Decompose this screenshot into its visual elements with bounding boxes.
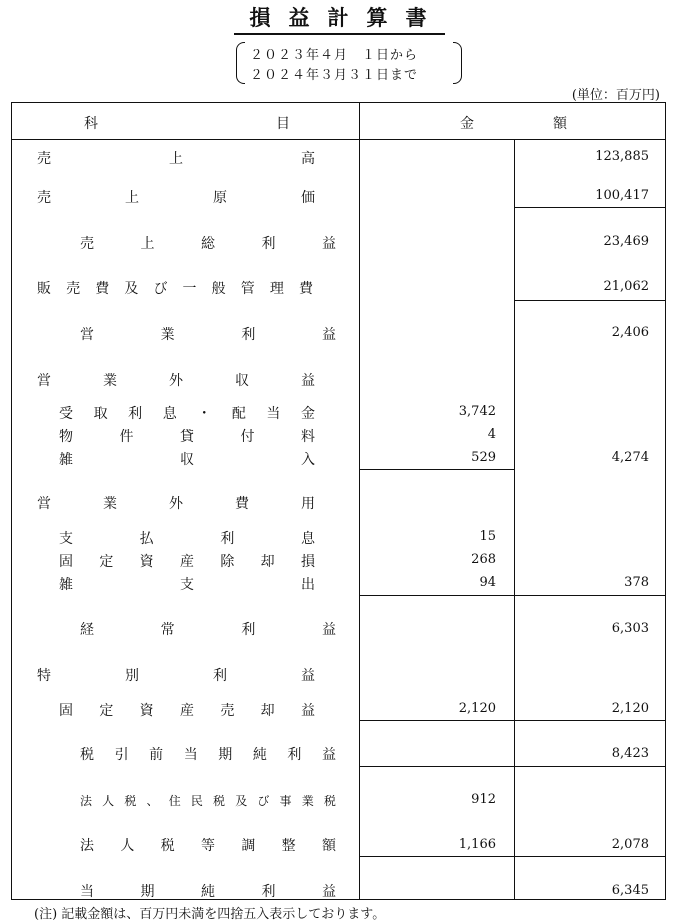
label-ordinary-income [80,619,336,639]
label-char: 理 [269,281,284,297]
label-char: 人 [120,838,135,854]
label-char: 総 [201,236,215,252]
header-subject-left: 科 [84,116,98,132]
amount-misc-expense: 94 [479,575,496,590]
total-net-income: 6,345 [611,883,649,898]
footnote: (注) 記載金額は、百万円未満を四捨五入表示しております。 [34,907,386,922]
label-char: 払 [139,531,154,547]
label-char: 固 [59,554,73,570]
label-char: 取 [93,406,108,422]
label-asset-retirement-loss [59,551,315,571]
label-char: 前 [149,747,164,763]
label-char: 売 [37,190,51,206]
label-char: 雑 [59,452,73,468]
amount-gain-on-sale: 2,120 [458,701,496,716]
label-char: 金 [300,406,315,422]
total-gross-profit: 23,469 [603,234,649,249]
label-char: 別 [125,668,139,684]
label-char: 付 [240,429,255,445]
label-char: 利 [287,747,302,763]
label-char: 益 [300,703,315,719]
label-char: 原 [213,190,227,206]
label-char: 産 [179,554,194,570]
label-char: 管 [240,281,255,297]
amount-total-divider [514,139,515,900]
rule [514,207,666,208]
label-char: 却 [260,554,275,570]
label-char: 出 [301,577,315,593]
label-char: 般 [211,281,226,297]
label-char: 引 [114,747,129,763]
label-char: 及 [235,794,248,808]
label-char: 用 [301,496,315,512]
label-char: 費 [235,496,249,512]
total-ordinary-income: 6,303 [611,621,649,636]
rule [359,595,666,596]
label-sga [37,278,313,298]
label-char: 息 [300,531,315,547]
label-pretax-income [80,744,336,764]
label-char: 営 [80,327,94,343]
label-net-income [80,881,336,901]
label-char: 当 [183,747,198,763]
label-char: 定 [99,703,114,719]
amount-interest-paid: 15 [479,529,496,544]
label-cost-of-sales [37,187,315,207]
label-char: 費 [95,281,110,297]
label-char: 定 [99,554,114,570]
header-divider [11,139,666,140]
label-char: 件 [119,429,134,445]
label-char: 益 [322,236,336,252]
label-char: 利 [241,622,256,638]
label-char: 益 [321,327,336,343]
period-start: ２０２３年４月 １日から [250,48,419,63]
period-range [236,40,462,84]
total-cost-of-sales: 100,417 [595,188,649,203]
label-char: 、 [146,794,159,808]
label-char: 費 [298,281,313,297]
label-char: 配 [231,406,246,422]
label-char: 支 [59,531,73,547]
label-char: 売 [66,281,81,297]
label-char: 販 [37,281,51,297]
label-non-op-expenses [37,493,315,513]
amount-interest-dividend: 3,742 [458,404,496,419]
label-char: び [257,794,270,808]
label-char: 益 [322,884,336,900]
label-char: 受 [59,406,73,422]
label-char: 事 [279,794,292,808]
label-char: 利 [261,236,276,252]
total-extraordinary-income: 2,120 [611,701,649,716]
label-char: 業 [301,794,314,808]
total-pretax-income: 8,423 [611,746,649,761]
label-char: 法 [80,794,93,808]
label-char: 売 [220,703,235,719]
rule [359,766,666,767]
label-char: 益 [321,622,336,638]
header-amount-left: 金 [460,116,474,132]
label-char: 上 [140,236,155,252]
total-sales: 123,885 [595,149,649,164]
label-char: 利 [213,668,227,684]
label-char: 入 [301,452,315,468]
rule [359,469,514,470]
label-char: 額 [321,838,336,854]
label-char: 料 [301,429,315,445]
label-char: 一 [182,281,197,297]
label-interest-dividend [59,403,315,423]
label-char: 益 [301,373,315,389]
amount-current-taxes: 912 [471,792,496,807]
label-char: 税 [160,838,175,854]
label-char: 支 [180,577,194,593]
rule [359,856,666,857]
label-operating-income [80,324,336,344]
label-char: 営 [37,496,51,512]
label-char: 却 [260,703,275,719]
label-char: 等 [200,838,215,854]
label-char: 益 [301,668,315,684]
label-char: 産 [179,703,194,719]
label-char: 収 [180,452,194,468]
label-char: 税 [323,794,336,808]
label-char: 資 [139,703,154,719]
label-char: 売 [80,236,94,252]
label-misc-income [59,449,315,469]
amount-misc-income: 529 [471,450,496,465]
label-char: 民 [190,794,203,808]
label-rental-income [59,426,315,446]
label-char: 住 [168,794,181,808]
label-char: 純 [252,747,267,763]
label-char: 利 [261,884,276,900]
label-char: 売 [37,151,51,167]
total-taxes: 2,078 [611,837,649,852]
label-char: 税 [80,747,94,763]
label-char: 業 [160,327,175,343]
unit-label: (単位：百万円) [571,88,660,103]
label-char: 及 [124,281,139,297]
total-non-op-expenses: 378 [624,575,649,590]
subject-amount-divider [359,102,360,900]
left-bracket [236,42,245,84]
label-char: 期 [218,747,233,763]
label-char: 経 [80,622,94,638]
label-char: 貸 [180,429,194,445]
label-char: 除 [220,554,235,570]
label-char: 業 [103,373,117,389]
amount-deferred-taxes: 1,166 [458,837,496,852]
label-char: 外 [169,373,183,389]
label-char: 上 [125,190,139,206]
label-sales [37,148,315,168]
label-char: 雑 [59,577,73,593]
label-char: 収 [235,373,249,389]
label-current-taxes [80,792,336,809]
label-char: 常 [160,622,175,638]
label-char: 利 [241,327,256,343]
label-misc-expense [59,574,315,594]
label-char: 特 [37,668,51,684]
statement-title: 損益計算書 [0,2,678,35]
total-non-op-income: 4,274 [611,450,649,465]
label-char: 上 [169,151,183,167]
label-char: 整 [281,838,296,854]
period-end: ２０２４年３月３１日まで [250,68,419,83]
rule [514,300,666,301]
rule [359,720,666,721]
header-amount-right: 額 [553,116,567,132]
label-char: 調 [241,838,256,854]
label-char: 業 [103,496,117,512]
label-char: 税 [213,794,226,808]
total-operating-income: 2,406 [611,325,649,340]
label-char: 価 [301,190,315,206]
label-char: ・ [197,406,212,422]
label-char: 純 [201,884,215,900]
label-char: 営 [37,373,51,389]
label-deferred-taxes [80,835,336,855]
label-char: 法 [80,838,94,854]
header-subject-right: 目 [276,116,290,132]
label-char: 当 [266,406,281,422]
label-char: 資 [139,554,154,570]
label-non-op-income [37,370,315,390]
label-char: 人 [102,794,115,808]
amount-asset-retirement-loss: 268 [471,552,496,567]
label-gain-on-sale [59,700,315,720]
label-char: 利 [128,406,143,422]
label-char: 固 [59,703,73,719]
label-char: 税 [124,794,137,808]
label-char: 当 [80,884,94,900]
label-char: 高 [301,151,315,167]
right-bracket [453,42,462,84]
label-char: 期 [140,884,155,900]
label-char: 益 [321,747,336,763]
amount-rental-income: 4 [487,427,496,442]
total-sga: 21,062 [603,279,649,294]
label-char: 息 [162,406,177,422]
label-char: び [153,281,168,297]
label-char: 利 [220,531,235,547]
label-char: 損 [300,554,315,570]
label-char: 物 [59,429,73,445]
label-char: 外 [169,496,183,512]
label-extraordinary-income [37,665,315,685]
label-interest-paid [59,528,315,548]
label-gross-profit [80,233,336,253]
